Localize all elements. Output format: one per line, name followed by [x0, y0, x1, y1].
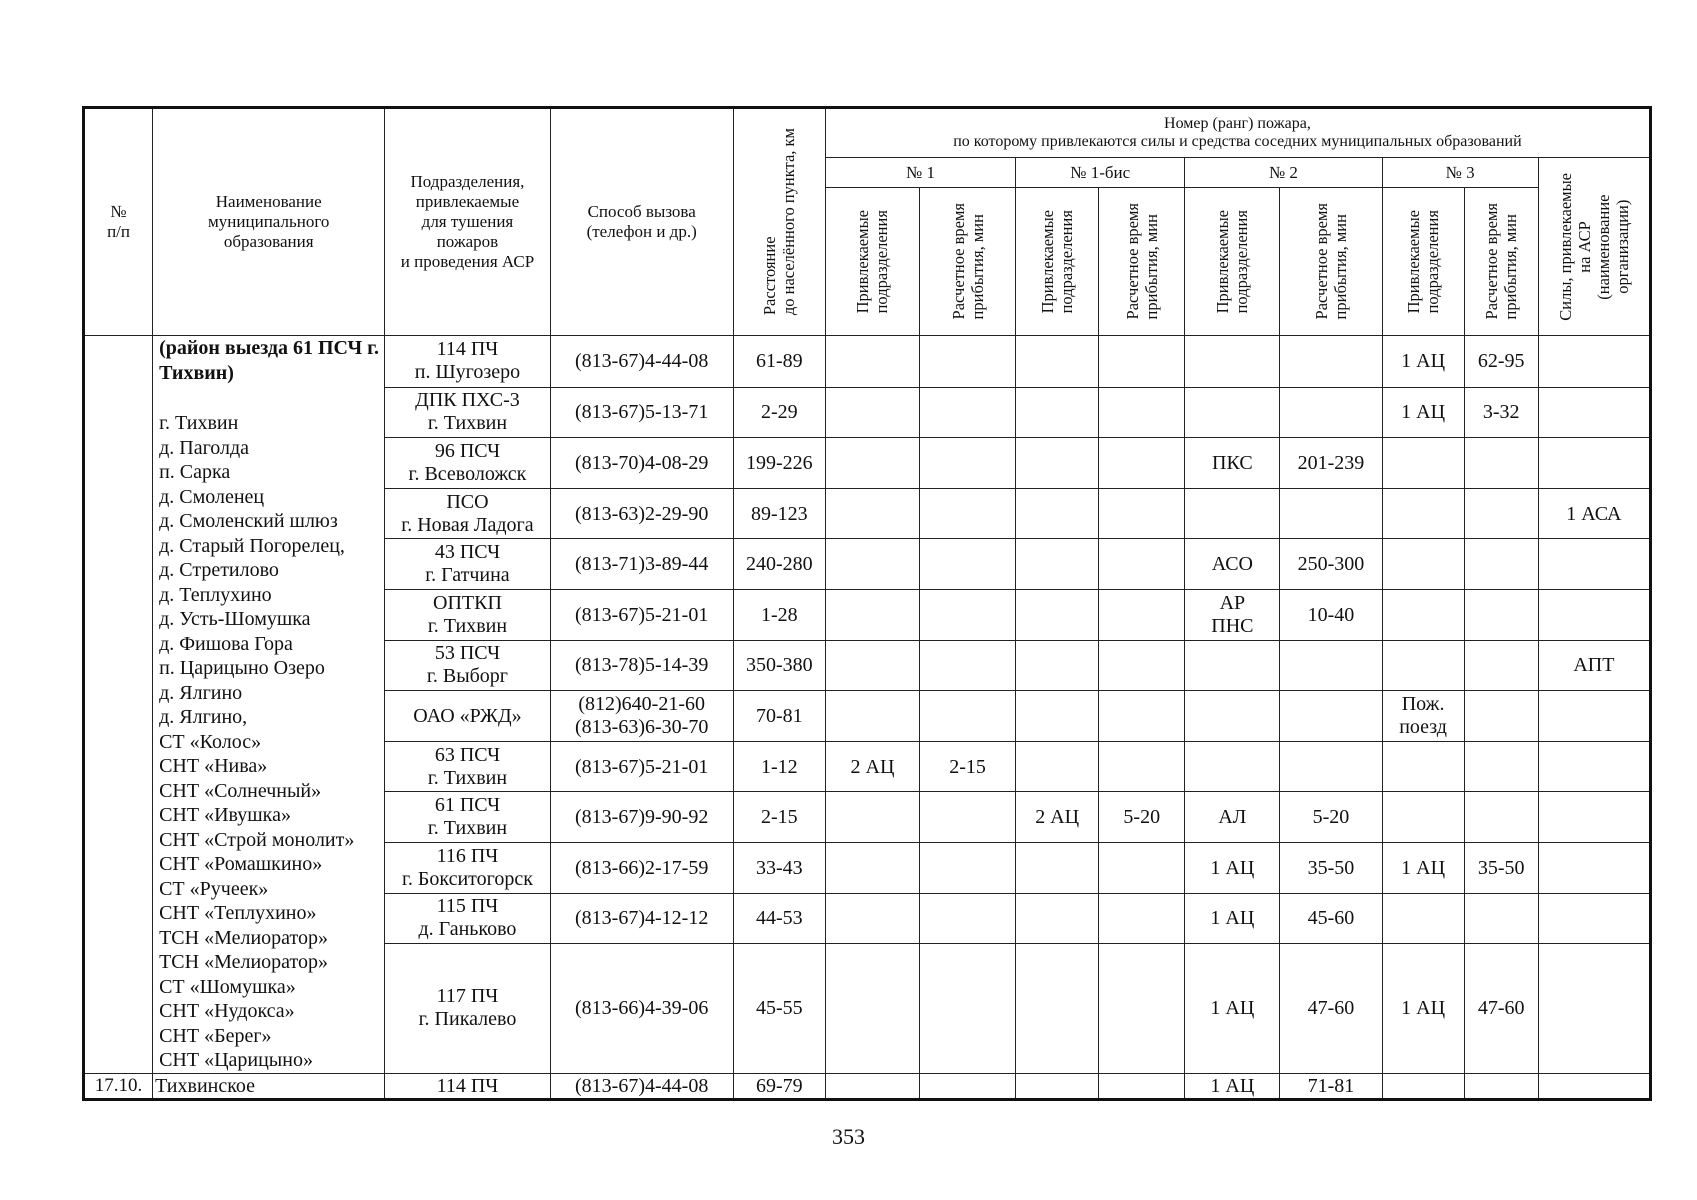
settlement-item: п. Сарка	[159, 461, 231, 483]
asr-cell	[1538, 691, 1650, 742]
rank3-time-cell	[1464, 792, 1538, 843]
rank3-unit-cell	[1382, 792, 1464, 843]
area-cell	[153, 336, 385, 1074]
header-arrival: Расчетное время прибытия, мин	[920, 188, 1016, 336]
rank2-unit-cell: АЛ	[1185, 792, 1280, 843]
area-title: (район выезда 61 ПСЧ г. Тихвин)	[159, 337, 379, 384]
rank1-time-cell	[920, 387, 1016, 438]
unit-cell: 115 ПЧ д. Ганьково	[385, 893, 550, 944]
rank1bis-unit-cell	[1016, 539, 1099, 590]
rank1-time-cell	[920, 590, 1016, 641]
distance-cell: 199-226	[733, 438, 825, 489]
rank2-unit-cell: 1 АЦ	[1185, 843, 1280, 894]
rank1-unit-cell	[825, 387, 919, 438]
rank1-unit-cell	[825, 488, 919, 539]
unit-cell: ДПК ПХС-3 г. Тихвин	[385, 387, 550, 438]
rank1bis-time-cell	[1099, 438, 1185, 489]
rank1bis-time-cell	[1099, 336, 1185, 388]
header-attracted: Привлекаемые подразделения	[825, 188, 919, 336]
settlement-item: СНТ «Берег»	[159, 1024, 272, 1047]
asr-cell	[1538, 387, 1650, 438]
rank2-unit-cell	[1185, 336, 1280, 388]
rank3-time-cell	[1464, 539, 1538, 590]
unit-cell: 114 ПЧ п. Шугозеро	[385, 336, 550, 388]
rank1bis-unit-cell	[1016, 640, 1099, 691]
settlement-item: д. Усть-Шомушка	[159, 608, 311, 630]
rank1bis-time-cell	[1099, 488, 1185, 539]
rank1bis-unit-cell	[1016, 590, 1099, 641]
distance-cell: 1-28	[733, 590, 825, 641]
settlement-item: д. Старый Погорелец,	[159, 534, 345, 557]
rank3-time-cell	[1464, 488, 1538, 539]
rank3-unit-cell	[1382, 741, 1464, 792]
settlement-item: д. Смоленский шлюз	[159, 510, 338, 532]
rank1-unit-cell	[825, 1073, 919, 1099]
settlement-item: СТ «Шомушка»	[159, 975, 296, 998]
rank1bis-time-cell	[1099, 539, 1185, 590]
rank2-time-cell	[1280, 691, 1382, 742]
rank2-time-cell	[1280, 640, 1382, 691]
unit-cell: ОПТКП г. Тихвин	[385, 590, 550, 641]
asr-cell: 1 АСА	[1538, 488, 1650, 539]
settlement-item: ТСН «Мелиоратор»	[159, 951, 328, 973]
phone-cell: (813-66)2-17-59	[550, 843, 733, 894]
header-name: Наименование муниципального образования	[153, 108, 385, 336]
asr-cell	[1538, 893, 1650, 944]
rank1-unit-cell	[825, 944, 919, 1073]
header-rank-1bis: № 1-бис	[1016, 158, 1185, 188]
rank1bis-time-cell	[1099, 1073, 1185, 1099]
rank3-unit-cell	[1382, 438, 1464, 489]
unit-cell: 116 ПЧ г. Бокситогорск	[385, 843, 550, 894]
rank1bis-unit-cell	[1016, 944, 1099, 1073]
phone-cell: (813-67)5-13-71	[550, 387, 733, 438]
rank3-unit-cell: 1 АЦ	[1382, 336, 1464, 388]
asr-cell	[1538, 741, 1650, 792]
rank1bis-time-cell	[1099, 944, 1185, 1073]
unit-cell: 43 ПСЧ г. Гатчина	[385, 539, 550, 590]
rank3-time-cell: 47-60	[1464, 944, 1538, 1073]
header-arrival: Расчетное время прибытия, мин	[1280, 188, 1382, 336]
unit-cell: 63 ПСЧ г. Тихвин	[385, 741, 550, 792]
rank1-time-cell: 2-15	[920, 741, 1016, 792]
rank3-time-cell	[1464, 1073, 1538, 1099]
rank1bis-time-cell	[1099, 843, 1185, 894]
header-call: Способ вызова (телефон и др.)	[550, 108, 733, 336]
rank2-time-cell: 35-50	[1280, 843, 1382, 894]
distance-cell: 240-280	[733, 539, 825, 590]
settlement-item: д. Теплухино	[159, 583, 272, 606]
rank1-time-cell	[920, 843, 1016, 894]
phone-cell: (813-67)9-90-92	[550, 792, 733, 843]
rank1-time-cell	[920, 893, 1016, 944]
rank1-time-cell	[920, 691, 1016, 742]
rank2-unit-cell: 1 АЦ	[1185, 944, 1280, 1073]
rank3-unit-cell	[1382, 488, 1464, 539]
asr-cell	[1538, 336, 1650, 388]
distance-cell: 1-12	[733, 741, 825, 792]
header-arrival: Расчетное время прибытия, мин	[1099, 188, 1185, 336]
rank1-time-cell	[920, 539, 1016, 590]
distance-cell: 44-53	[733, 893, 825, 944]
distance-cell: 61-89	[733, 336, 825, 388]
rank3-time-cell: 62-95	[1464, 336, 1538, 388]
rank1bis-time-cell	[1099, 590, 1185, 641]
rank2-time-cell: 5-20	[1280, 792, 1382, 843]
rank3-unit-cell	[1382, 893, 1464, 944]
unit-cell: ОАО «РЖД»	[385, 691, 550, 742]
header-rank-title: Номер (ранг) пожара, по которому привлекаются силы и средства соседних муниципальных образований	[825, 108, 1650, 158]
rank1-unit-cell	[825, 893, 919, 944]
rank1-unit-cell	[825, 336, 919, 388]
header-arrival: Расчетное время прибытия, мин	[1464, 188, 1538, 336]
rank1bis-time-cell	[1099, 893, 1185, 944]
settlement-item: СНТ «Теплухино»	[159, 902, 317, 924]
rank2-time-cell: 71-81	[1280, 1073, 1382, 1099]
rank2-time-cell	[1280, 741, 1382, 792]
rank2-unit-cell: 1 АЦ	[1185, 893, 1280, 944]
rank1bis-unit-cell	[1016, 387, 1099, 438]
settlement-item: СНТ «Нива»	[159, 755, 268, 777]
rank1bis-time-cell	[1099, 640, 1185, 691]
rank2-time-cell: 45-60	[1280, 893, 1382, 944]
last-row-name: Тихвинское	[153, 1073, 385, 1099]
last-row-number: 17.10.	[84, 1073, 153, 1099]
unit-cell: 53 ПСЧ г. Выборг	[385, 640, 550, 691]
settlement-item: СНТ «Ромашкино»	[159, 853, 323, 875]
rank1bis-unit-cell	[1016, 843, 1099, 894]
distance-cell: 350-380	[733, 640, 825, 691]
rank2-unit-cell	[1185, 488, 1280, 539]
header-rank-1: № 1	[825, 158, 1015, 188]
rank1-unit-cell	[825, 691, 919, 742]
rank3-unit-cell	[1382, 1073, 1464, 1099]
header-units: Подразделения, привлекаемые для тушения пожаров и проведения АСР	[385, 108, 550, 336]
unit-cell: 117 ПЧ г. Пикалево	[385, 944, 550, 1073]
rank1bis-unit-cell	[1016, 893, 1099, 944]
phone-cell: (813-70)4-08-29	[550, 438, 733, 489]
rank2-unit-cell: АСО	[1185, 539, 1280, 590]
asr-cell	[1538, 843, 1650, 894]
row-number-cell	[84, 336, 153, 1074]
settlement-item: СНТ «Ивушка»	[159, 804, 291, 826]
rank2-unit-cell: АР ПНС	[1185, 590, 1280, 641]
phone-cell: (813-67)5-21-01	[550, 590, 733, 641]
rank1-time-cell	[920, 438, 1016, 489]
header-num: № п/п	[84, 108, 153, 336]
rank1bis-unit-cell	[1016, 691, 1099, 742]
phone-cell: (813-67)4-44-08	[550, 336, 733, 388]
phone-cell: (813-67)5-21-01	[550, 741, 733, 792]
rank2-time-cell	[1280, 336, 1382, 388]
settlement-item: СНТ «Царицыно»	[159, 1049, 313, 1071]
phone-cell: (813-71)3-89-44	[550, 539, 733, 590]
last-row-distance: 69-79	[733, 1073, 825, 1099]
rank1bis-unit-cell	[1016, 1073, 1099, 1099]
settlement-item: д. Ялгино	[159, 681, 243, 704]
rank1-time-cell	[920, 944, 1016, 1073]
rank2-time-cell: 47-60	[1280, 944, 1382, 1073]
distance-cell: 2-15	[733, 792, 825, 843]
rank2-time-cell: 250-300	[1280, 539, 1382, 590]
asr-cell	[1538, 1073, 1650, 1099]
rank2-time-cell: 10-40	[1280, 590, 1382, 641]
rank3-time-cell	[1464, 893, 1538, 944]
settlement-item: д. Паголда	[159, 436, 250, 459]
rank1bis-time-cell	[1099, 741, 1185, 792]
rank1-unit-cell	[825, 590, 919, 641]
rank1-unit-cell	[825, 539, 919, 590]
rank2-unit-cell	[1185, 387, 1280, 438]
phone-cell: (813-66)4-39-06	[550, 944, 733, 1073]
rank1bis-unit-cell: 2 АЦ	[1016, 792, 1099, 843]
rank3-unit-cell: 1 АЦ	[1382, 387, 1464, 438]
rank1bis-time-cell: 5-20	[1099, 792, 1185, 843]
rank2-time-cell	[1280, 488, 1382, 539]
settlement-item: СТ «Ручеек»	[159, 877, 269, 900]
phone-cell: (813-78)5-14-39	[550, 640, 733, 691]
rank3-unit-cell	[1382, 640, 1464, 691]
rank3-time-cell	[1464, 438, 1538, 489]
settlement-item: ТСН «Мелиоратор»	[159, 926, 328, 949]
table-row	[84, 336, 1651, 388]
phone-cell: (813-63)2-29-90	[550, 488, 733, 539]
header-attracted: Привлекаемые подразделения	[1185, 188, 1280, 336]
last-row-unit: 114 ПЧ	[385, 1073, 550, 1099]
distance-cell: 45-55	[733, 944, 825, 1073]
header-rank-3: № 3	[1382, 158, 1538, 188]
rank1bis-time-cell	[1099, 387, 1185, 438]
header-attracted: Привлекаемые подразделения	[1382, 188, 1464, 336]
asr-cell	[1538, 944, 1650, 1073]
rank2-unit-cell	[1185, 741, 1280, 792]
settlement-item: СНТ «Строй монолит»	[159, 828, 355, 851]
settlement-item: д. Ялгино,	[159, 706, 248, 728]
fire-forces-table	[82, 106, 1652, 1101]
rank1-unit-cell	[825, 843, 919, 894]
rank2-time-cell	[1280, 387, 1382, 438]
phone-cell: (813-67)4-12-12	[550, 893, 733, 944]
settlement-item: СНТ «Нудокса»	[159, 1000, 295, 1022]
settlement-item: г. Тихвин	[159, 412, 239, 434]
rank3-time-cell	[1464, 741, 1538, 792]
distance-cell: 2-29	[733, 387, 825, 438]
rank1-time-cell	[920, 640, 1016, 691]
distance-cell: 70-81	[733, 691, 825, 742]
settlement-item: д. Стретилово	[159, 559, 279, 581]
header-rank-2: № 2	[1185, 158, 1382, 188]
rank3-unit-cell: 1 АЦ	[1382, 944, 1464, 1073]
rank1-unit-cell	[825, 640, 919, 691]
last-row-phone: (813-67)4-44-08	[550, 1073, 733, 1099]
settlement-item: д. Фишова Гора	[159, 632, 293, 655]
page-number: 353	[832, 1124, 865, 1149]
rank1-time-cell	[920, 792, 1016, 843]
settlement-item: д. Смоленец	[159, 485, 265, 508]
rank1-unit-cell	[825, 438, 919, 489]
rank1bis-time-cell	[1099, 691, 1185, 742]
asr-cell	[1538, 438, 1650, 489]
unit-cell: ПСО г. Новая Ладога	[385, 488, 550, 539]
asr-cell	[1538, 539, 1650, 590]
rank2-unit-cell: ПКС	[1185, 438, 1280, 489]
header-asr: Силы, привлекаемые на АСР (наименование организации)	[1538, 158, 1650, 336]
rank1-time-cell	[920, 336, 1016, 388]
unit-cell: 61 ПСЧ г. Тихвин	[385, 792, 550, 843]
settlement-item: СНТ «Солнечный»	[159, 779, 322, 802]
rank3-time-cell: 35-50	[1464, 843, 1538, 894]
rank1bis-unit-cell	[1016, 336, 1099, 388]
rank3-unit-cell: Пож. поезд	[1382, 691, 1464, 742]
rank3-time-cell	[1464, 640, 1538, 691]
rank1-time-cell	[920, 488, 1016, 539]
rank3-time-cell	[1464, 691, 1538, 742]
rank3-unit-cell	[1382, 539, 1464, 590]
rank1bis-unit-cell	[1016, 488, 1099, 539]
asr-cell	[1538, 590, 1650, 641]
rank3-time-cell	[1464, 590, 1538, 641]
asr-cell	[1538, 792, 1650, 843]
rank1bis-unit-cell	[1016, 741, 1099, 792]
asr-cell: АПТ	[1538, 640, 1650, 691]
rank2-unit-cell: 1 АЦ	[1185, 1073, 1280, 1099]
distance-cell: 33-43	[733, 843, 825, 894]
unit-cell: 96 ПСЧ г. Всеволожск	[385, 438, 550, 489]
rank2-time-cell: 201-239	[1280, 438, 1382, 489]
rank1-unit-cell	[825, 792, 919, 843]
rank1-unit-cell: 2 АЦ	[825, 741, 919, 792]
distance-cell: 89-123	[733, 488, 825, 539]
table-row	[84, 1073, 1651, 1099]
rank1-time-cell	[920, 1073, 1016, 1099]
rank1bis-unit-cell	[1016, 438, 1099, 489]
rank2-unit-cell	[1185, 691, 1280, 742]
settlement-item: п. Царицыно Озеро	[159, 657, 325, 679]
rank3-unit-cell: 1 АЦ	[1382, 843, 1464, 894]
rank3-unit-cell	[1382, 590, 1464, 641]
rank3-time-cell: 3-32	[1464, 387, 1538, 438]
phone-cell: (812)640-21-60 (813-63)6-30-70	[550, 691, 733, 742]
settlement-item: СТ «Колос»	[159, 730, 262, 753]
header-distance: Расстояние до населённого пункта, км	[733, 108, 825, 336]
header-attracted: Привлекаемые подразделения	[1016, 188, 1099, 336]
rank2-unit-cell	[1185, 640, 1280, 691]
